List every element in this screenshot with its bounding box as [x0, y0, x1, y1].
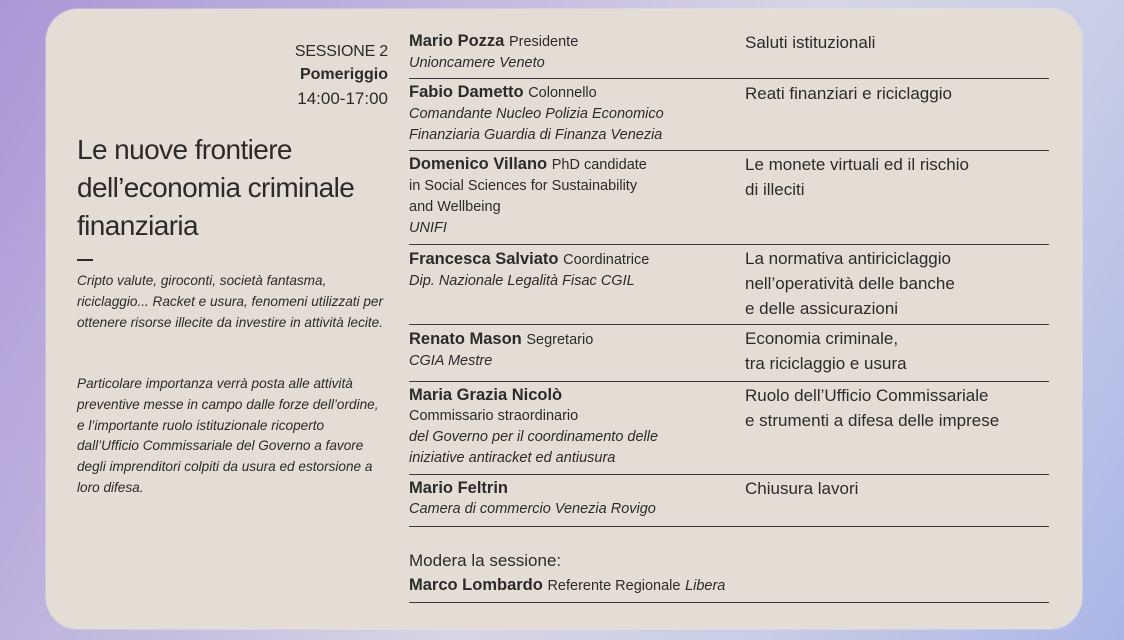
- speaker-name: Mario Pozza: [409, 32, 505, 50]
- session-time-of-day: Pomeriggio: [299, 66, 388, 83]
- talk-topic: [745, 383, 1050, 433]
- speaker-role: Colonnello: [528, 85, 597, 101]
- talk-topic-line: Chiusura lavori: [745, 479, 859, 498]
- talk-topic: [745, 246, 1050, 321]
- speaker-info: [409, 248, 729, 292]
- moderator-block: [409, 548, 1049, 603]
- moderator-role: Referente Regionale: [547, 578, 681, 594]
- title-divider: [77, 259, 93, 261]
- talk-topic-line: Le monete virtuali ed il rischio: [745, 155, 969, 174]
- speaker-role: Segretario: [526, 332, 594, 348]
- speaker-org: iniziative antiracket ed antiusura: [409, 450, 616, 466]
- speaker-org: in Social Sciences for Sustainability: [409, 178, 638, 194]
- speaker-info: [409, 384, 729, 469]
- talk-topic-line: La normativa antiriciclaggio: [745, 249, 951, 268]
- speaker-org: UNIFI: [409, 220, 447, 236]
- talk-topic: [745, 476, 1050, 501]
- speaker-org: Unioncamere Veneto: [409, 55, 545, 71]
- talk-topic: [745, 326, 1050, 376]
- speaker-info: [409, 30, 729, 74]
- session-description-2: Particolare importanza verrà posta alle attività preventive messe in campo dalle forze dell’ordine, e l’importante ruolo istituzionale ricoperto dall’Ufficio Commissariale del Governo a favore degli imprenditori colpiti da usura ed estorsione a loro difesa.: [77, 376, 379, 495]
- speaker-row: [409, 151, 1049, 245]
- session-description-1: Cripto valute, giroconti, società fantasma, riciclaggio... Racket e usura, fenomeni utilizzati per ottenere risorse illecite da investire in attività lecite.: [77, 273, 383, 330]
- speaker-row: [409, 245, 1049, 325]
- speaker-row: [409, 475, 1049, 527]
- talk-topic: [745, 30, 1050, 55]
- speaker-row: [409, 30, 1049, 79]
- talk-topic-line: Reati finanziari e riciclaggio: [745, 84, 952, 103]
- talk-topic: [745, 152, 1050, 202]
- speaker-org: Dip. Nazionale Legalità Fisac CGIL: [409, 273, 635, 289]
- moderator-line: [409, 573, 1049, 603]
- speaker-info: [409, 153, 729, 239]
- speaker-name: Fabio Dametto: [409, 83, 524, 101]
- speaker-name: Renato Mason: [409, 330, 522, 348]
- speaker-info: [409, 328, 729, 372]
- talk-topic-line: Economia criminale,: [745, 329, 899, 348]
- session-hours: 14:00-17:00: [297, 89, 388, 108]
- talk-topic-line: e delle assicurazioni: [745, 299, 899, 318]
- speaker-org: Camera di commercio Venezia Rovigo: [409, 501, 656, 517]
- speaker-org: CGIA Mestre: [409, 353, 493, 369]
- speaker-org: Commissario straordinario: [409, 408, 579, 424]
- speaker-row: [409, 325, 1049, 382]
- talk-topic-line: tra riciclaggio e usura: [745, 354, 907, 373]
- speaker-row: [409, 382, 1049, 475]
- moderator-label: Modera la sessione:: [409, 551, 562, 570]
- talk-topic-line: nell’operatività delle banche: [745, 274, 955, 293]
- speaker-name: Mario Feltrin: [409, 479, 509, 497]
- moderator-name: Marco Lombardo: [409, 576, 543, 594]
- talk-topic-line: di illeciti: [745, 180, 805, 199]
- speaker-name: Francesca Salviato: [409, 250, 559, 268]
- talk-topic-line: Saluti istituzionali: [745, 33, 876, 52]
- speaker-row: [409, 79, 1049, 151]
- speaker-name: Domenico Villano: [409, 155, 548, 173]
- session-label: SESSIONE 2: [294, 43, 388, 60]
- session-title: Le nuove frontiere dell’economia criminale finanziaria: [77, 134, 355, 241]
- speaker-org: del Governo per il coordinamento delle: [409, 429, 659, 445]
- moderator-org: Libera: [685, 578, 726, 594]
- speaker-org: Comandante Nucleo Polizia Economico: [409, 106, 664, 122]
- speaker-role: Coordinatrice: [563, 252, 650, 268]
- speaker-role: PhD candidate: [551, 157, 647, 173]
- talk-topic: [745, 81, 1050, 106]
- session-header: [295, 41, 388, 111]
- speaker-name: Maria Grazia Nicolò: [409, 386, 563, 404]
- talk-topic-line: e strumenti a difesa delle imprese: [745, 411, 1000, 430]
- speaker-org: and Wellbeing: [409, 199, 501, 215]
- speaker-list: [409, 30, 1049, 527]
- speaker-role: Presidente: [508, 34, 579, 50]
- speaker-info: [409, 477, 729, 520]
- speaker-info: [409, 81, 729, 146]
- talk-topic-line: Ruolo dell’Ufficio Commissariale: [745, 386, 989, 405]
- speaker-org: Finanziaria Guardia di Finanza Venezia: [409, 127, 663, 143]
